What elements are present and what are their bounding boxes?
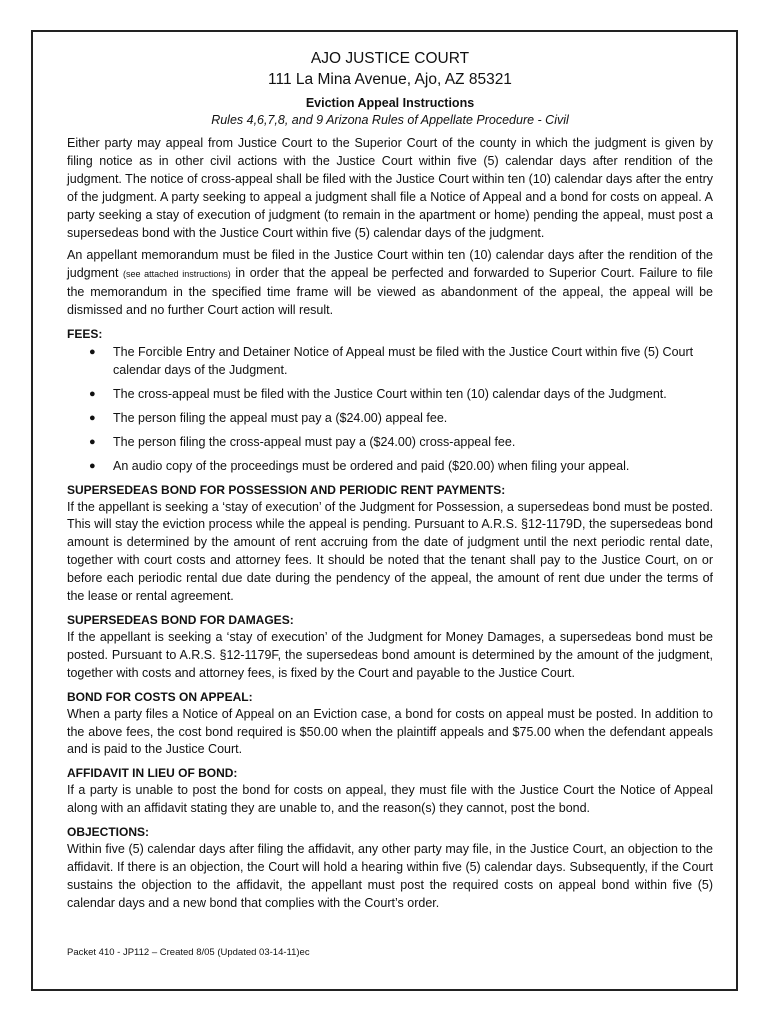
- fees-list-item: [67, 344, 713, 380]
- section-body-affidavit: If a party is unable to post the bond for costs on appeal, they must file with the Justice Court the Notice of Appeal along with an affidavit stating they are unable to, and the reason(s) they cannot, post the bond.: [67, 783, 713, 816]
- section-heading-damages-bond: SUPERSEDEAS BOND FOR DAMAGES:: [67, 612, 294, 627]
- bullet-icon: ●: [89, 459, 96, 472]
- document-body: [67, 48, 713, 913]
- bullet-icon: ●: [89, 435, 96, 448]
- court-address: 111 La Mina Avenue, Ajo, AZ 85321: [268, 71, 512, 88]
- fees-list-item: [67, 386, 713, 404]
- fees-heading: FEES:: [67, 327, 103, 342]
- fees-item-text: The Forcible Entry and Detainer Notice of Appeal must be filed with the Justice Court within five (5) Court calendar days of the Judgment.: [113, 345, 694, 377]
- section-body-costs-bond: When a party files a Notice of Appeal on an Eviction case, a bond for costs on appeal must be posted. In addition to the above fees, the cost bond required is $50.00 when the plaintiff appeals and $75.00 when the defendant appeals and is paid to the Justice Court.: [67, 706, 713, 757]
- intro-paragraph-2-text-a: An appellant memorandum must be filed in the Justice Court within ten (10) calendar days after the rendition of the judgment: [67, 248, 713, 281]
- document-subtitle: Rules 4,6,7,8, and 9 Arizona Rules of Appellate Procedure - Civil: [211, 113, 569, 127]
- section-heading-possession-bond: SUPERSEDEAS BOND FOR POSSESSION AND PERIODIC RENT PAYMENTS:: [67, 482, 506, 497]
- fees-item-text: The person filing the appeal must pay a ($24.00) appeal fee.: [113, 410, 448, 425]
- fees-item-text: The cross-appeal must be filed with the Justice Court within ten (10) calendar days of the Judgment.: [113, 386, 667, 401]
- section-heading-objections: OBJECTIONS:: [67, 825, 150, 840]
- intro-paragraph-1: Either party may appeal from Justice Court to the Superior Court of the county in which the judgment is given by filing notice as in other civil actions with the Justice Court within five (5) calendar days after rendition of the judgment. The notice of cross-appeal shall be filed with the Justice Court within ten (10) calendar days after the entry of the judgment. A party seeking to appeal a judgment shall file a Notice of Appeal and a bond for costs on appeal. A party seeking a stay of execution of judgment (to remain in the apartment or home) pending the appeal, must post a supersedeas bond with the Justice Court within five (5) calendar days of the judgment.: [67, 136, 713, 240]
- intro-paragraph-2-text-b: in order that the appeal be perfected and forwarded to Superior Court. Failure to file the memorandum in the specified time frame will be viewed as abandonment of the appeal, the appeal will be dismissed and no further Court action will result.: [67, 266, 713, 318]
- bullet-icon: ●: [89, 346, 96, 359]
- attached-instructions-note: (see attached instructions): [123, 269, 231, 280]
- fees-item-text: An audio copy of the proceedings must be ordered and paid ($20.00) when filing your appeal.: [113, 458, 630, 473]
- fees-list-item: [67, 458, 713, 476]
- fees-item-text: The person filing the cross-appeal must pay a ($24.00) cross-appeal fee.: [113, 434, 516, 449]
- section-body-damages-bond: If the appellant is seeking a ‘stay of execution’ of the Judgment for Money Damages, a supersedeas bond must be posted. Pursuant to A.R.S. §12-1179F, the supersedeas bond amount is determined by the amount of the judgment, together with costs and attorney fees, is fixed by the Court and payable to the Justice Court.: [67, 629, 713, 680]
- footer-form-number: Packet 410 - JP112 – Created 8/05 (Updated 03-14-11)ec: [67, 947, 310, 958]
- fees-list: [67, 344, 713, 475]
- section-heading-affidavit: AFFIDAVIT IN LIEU OF BOND:: [67, 766, 238, 781]
- document-title: Eviction Appeal Instructions: [305, 96, 475, 110]
- bullet-icon: ●: [89, 387, 96, 400]
- bullet-icon: ●: [89, 411, 96, 424]
- court-name: AJO JUSTICE COURT: [310, 50, 470, 67]
- section-body-possession-bond: If the appellant is seeking a ‘stay of execution’ of the Judgment for Possession, a supersedeas bond must be posted. This will stay the eviction process while the appeal is pending. Pursuant to A.R.S. §12-1179D, the supersedeas bond amount is determined by the amount of rent accruing from the date of judgment until the next periodic rental date, together with court costs and attorney fees. It should be noted that the tenant shall pay to the Justice Court, on or before each periodic rental due date during the pendency of the appeal, the amount of rent due under the terms of the lease or rental agreement.: [67, 499, 713, 604]
- fees-list-item: [67, 410, 713, 428]
- section-body-objections: Within five (5) calendar days after filing the affidavit, any other party may file, in the Justice Court, an objection to the affidavit. If there is an objection, the Court will hold a hearing within five (5) calendar days. Subsequently, if the Court sustains the objection to the affidavit, the appellant must post the required costs on appeal bond within five (5) calendar days and a new bond that complies with the Court’s order.: [67, 842, 713, 910]
- section-heading-costs-bond: BOND FOR COSTS ON APPEAL:: [67, 689, 253, 704]
- intro-paragraph-2: [67, 247, 713, 320]
- fees-list-item: [67, 434, 713, 452]
